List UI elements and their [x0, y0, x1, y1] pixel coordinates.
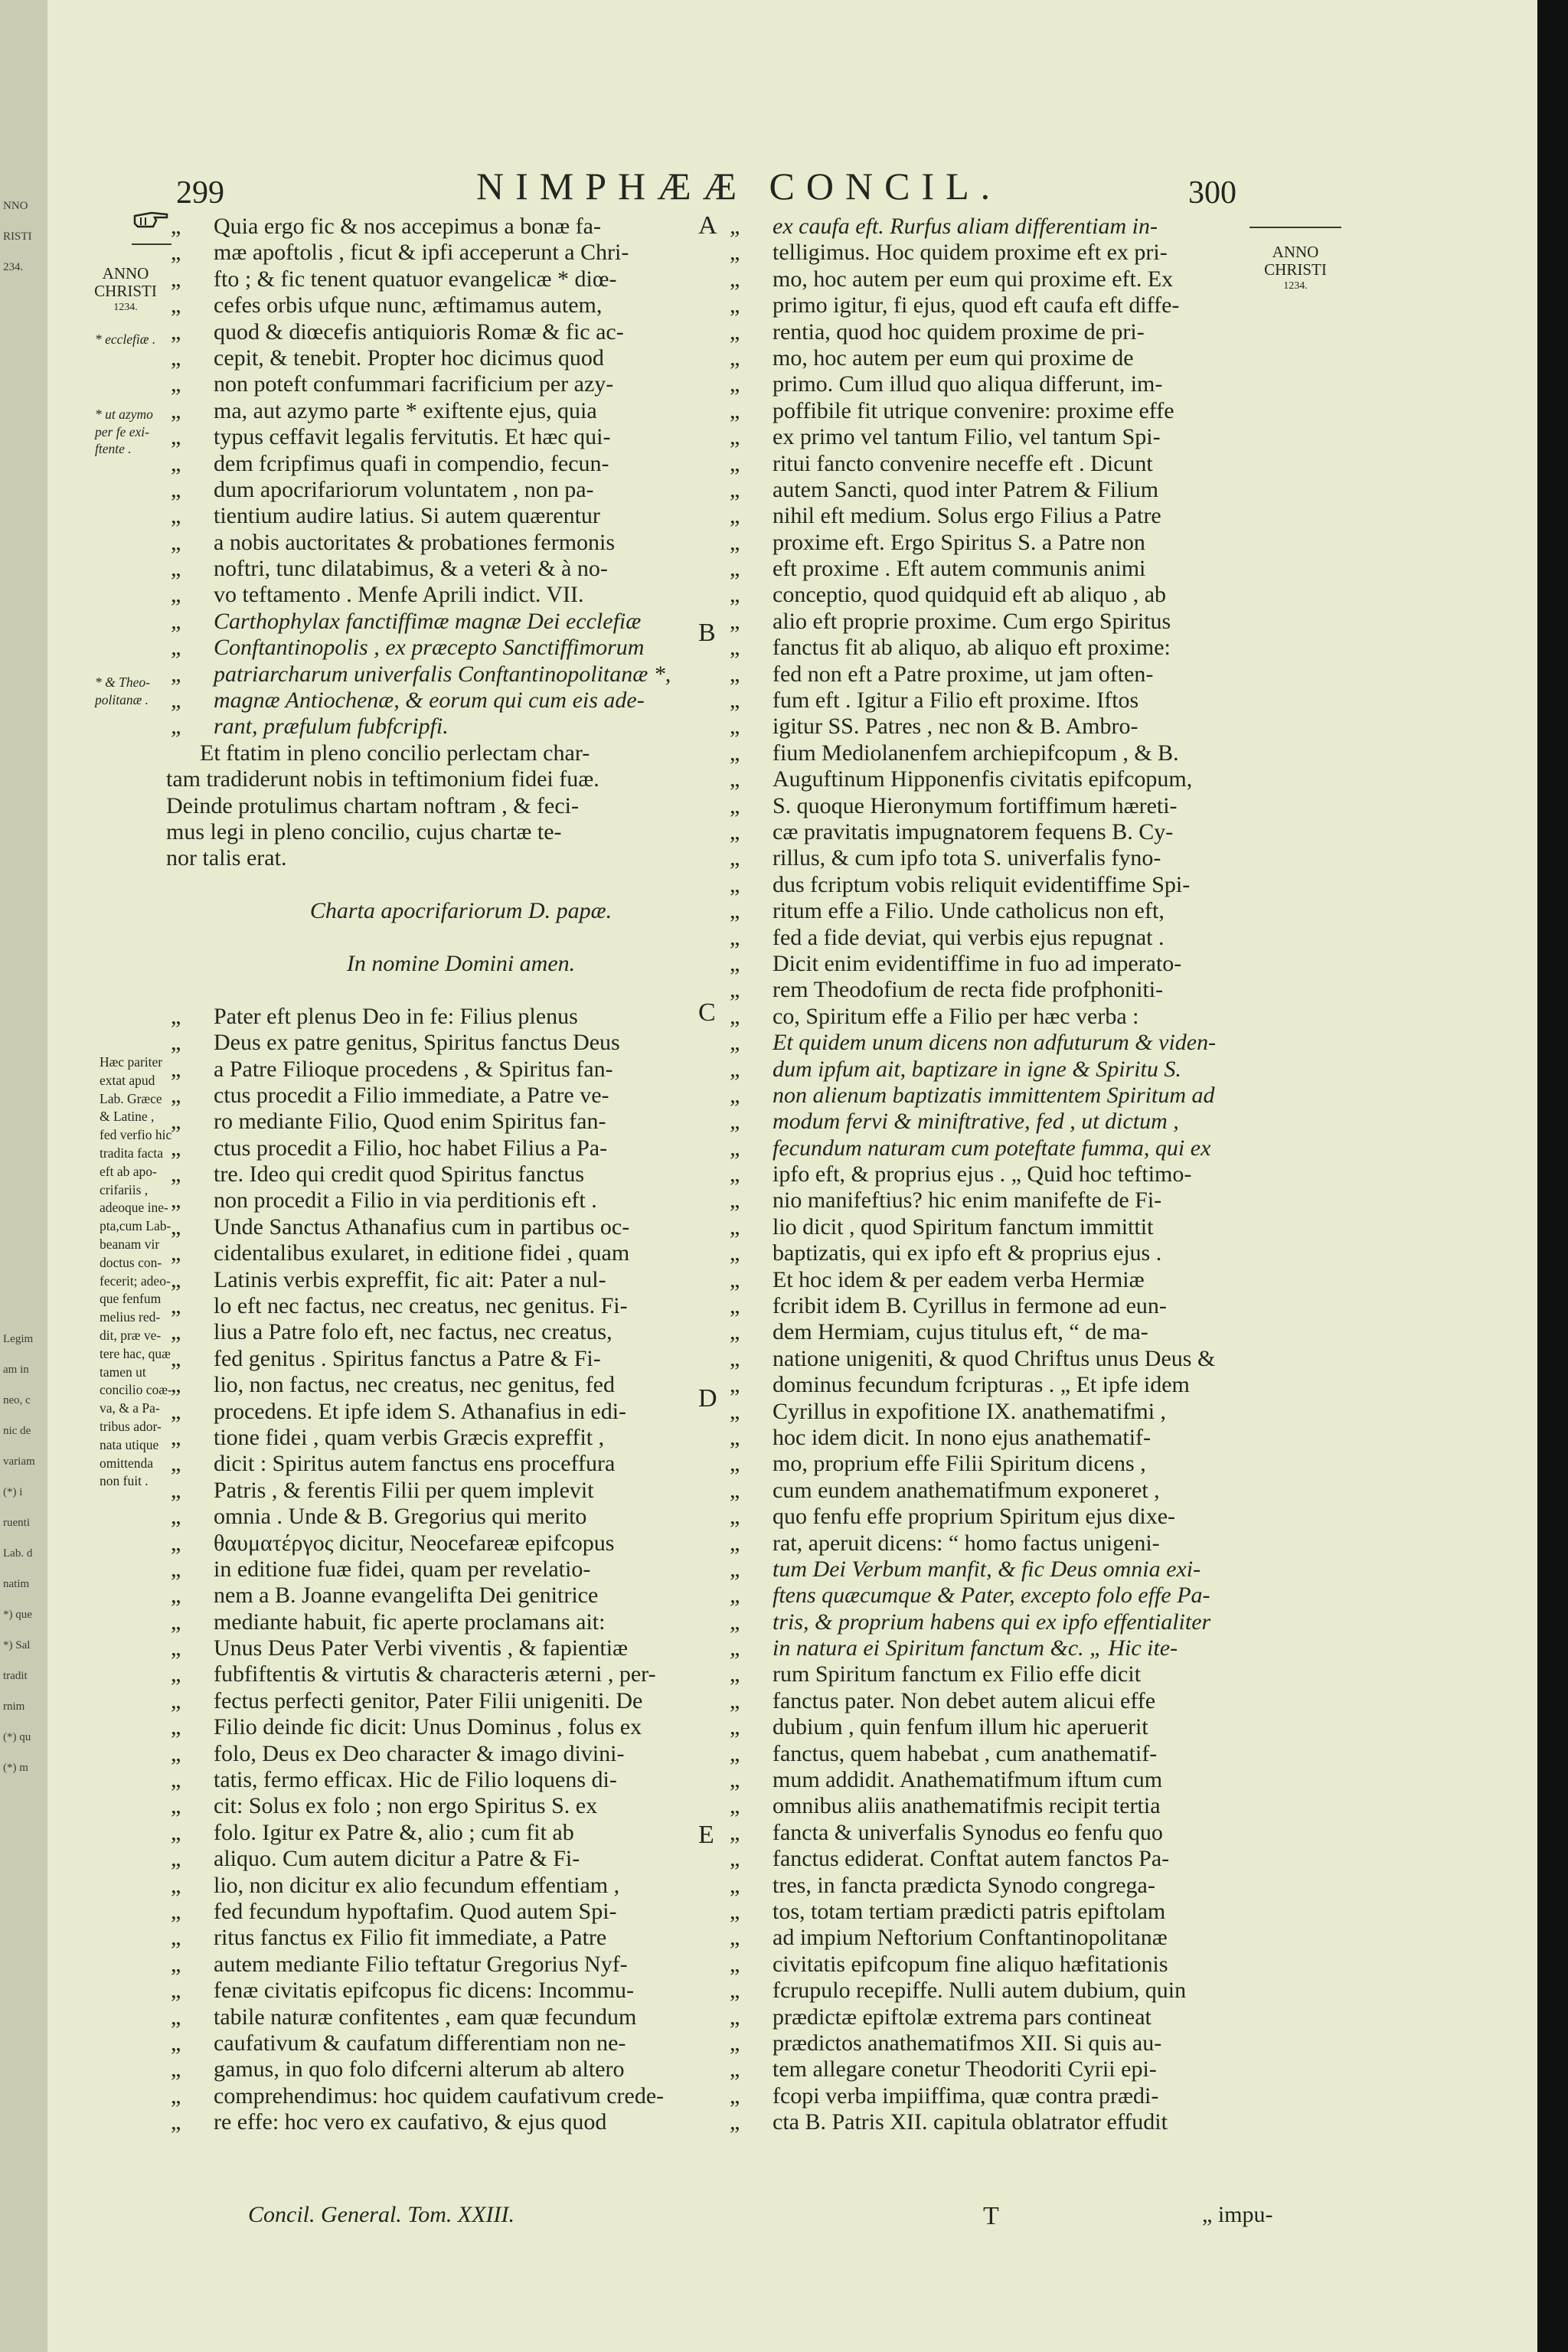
text-line: „ Dicit enim evidentiffime in fuo ad imperato-: [725, 951, 1307, 977]
text-line: „ lio, non dicitur ex alio fecundum effentiam ,: [166, 1873, 756, 1899]
text-line: „ Conftantinopolis , ex præcepto Sanctiffimorum: [166, 635, 756, 661]
text-line: „ tione fidei , quam verbis Græcis expreffit ,: [166, 1425, 756, 1451]
text-line: „ cit: Solus ex folo ; non ergo Spiritus S. ex: [166, 1793, 756, 1819]
text-line: „ procedens. Et ipfe idem S. Athanafius in edi-: [166, 1399, 756, 1425]
text-line: „ mediante habuit, fic aperte proclamans ait:: [166, 1609, 756, 1635]
text-line: „ ex caufa eft. Rurfus aliam differentiam in-: [725, 214, 1307, 240]
text-line: „ fanctus ediderat. Conftat autem fanctos Pa-: [725, 1846, 1307, 1872]
text-line: „ dominus fecundum fcripturas . „ Et ipfe idem: [725, 1372, 1307, 1398]
margin-line: tribus ador-: [100, 1418, 162, 1434]
margin-line: que fenfum: [100, 1291, 162, 1307]
margin-line: beanam vir: [100, 1236, 160, 1252]
margin-line: eft ab apo-: [100, 1163, 157, 1179]
margin-line: tere hac, quæ: [100, 1345, 171, 1361]
text-line: „ Cyrillus in expofitione IX. anathematifmi ,: [725, 1399, 1307, 1425]
text-line: „ a nobis auctoritates & probationes fermonis: [166, 530, 756, 556]
text-line: „ mæ apoftolis , ficut & ipfi acceperunt a Chri-: [166, 240, 756, 266]
text-line: „ primo igitur, fi ejus, quod eft caufa eft diffe-: [725, 292, 1307, 318]
margin-line: omittenda: [100, 1455, 153, 1471]
adjacent-page-strip: [0, 0, 47, 2352]
text-line: „ ftens quæcumque & Pater, excepto folo effe Pa-: [725, 1583, 1307, 1609]
section-marker-a: A: [698, 211, 717, 240]
text-line: „ fum eft . Igitur a Filio eft proxime. Iftos: [725, 688, 1307, 714]
margin-line: & Latine ,: [100, 1109, 155, 1125]
text-line: „ noftri, tunc dilatabimus, & a veteri & à no-: [166, 556, 756, 582]
text-line: „ θαυματέργος dicitur, Neocefareæ epifcopus: [166, 1530, 756, 1557]
margin-line: CHRISTI: [1264, 260, 1327, 279]
text-line: „ Quia ergo fic & nos accepimus a bonæ fa-: [166, 214, 756, 240]
text-line: „ Et quidem unum dicens non adfuturum & viden-: [725, 1030, 1307, 1056]
text-line: „ fancta & univerfalis Synodus eo fenfu quo: [725, 1820, 1307, 1846]
text-line: Charta apocrifariorum D. papæ.: [309, 898, 612, 924]
text-line: „ non procedit a Filio in via perditionis eft .: [166, 1187, 756, 1214]
text-line: „ cum eundem anathematifmum exponeret ,: [725, 1478, 1307, 1504]
text-line: „ dum apocrifariorum voluntatem , non pa-: [166, 477, 756, 503]
text-line: „ quo fenfu effe proprium Spiritum ejus dixe-: [725, 1504, 1307, 1530]
margin-note-haec-pariter: [100, 1054, 172, 1491]
adjacent-page-fragment: *) que: [3, 1609, 32, 1621]
text-line: „ a Patre Filioque procedens , & Spiritus fan-: [166, 1057, 756, 1083]
text-line: „ ma, aut azymo parte * exiftente ejus, quia: [166, 398, 756, 424]
text-line: „ mum addidit. Anathematifmum iftum cum: [725, 1767, 1307, 1793]
text-line: „ fenæ civitatis epifcopus fic dicens: Incommu-: [166, 1978, 756, 2004]
text-line: „ tre. Ideo qui credit quod Spiritus fanctus: [166, 1161, 756, 1187]
text-line: „ vo teftamento . Menfe Aprili indict. VII.: [166, 582, 756, 608]
text-line: [166, 925, 756, 951]
text-line: [166, 872, 756, 898]
text-line: „ hoc idem dicit. In nono ejus anathematif-: [725, 1425, 1307, 1451]
text-line: „ nem a B. Joanne evangelifta Dei genitrice: [166, 1583, 756, 1609]
text-line: „ S. quoque Hieronymum fortiffimum hæreti-: [725, 793, 1307, 819]
adjacent-page-fragment: RISTI: [3, 230, 32, 243]
margin-line: extat apud: [100, 1072, 155, 1088]
text-line: „ gamus, in quo folo difcerni alterum ab altero: [166, 2056, 756, 2082]
section-marker-d: D: [698, 1384, 717, 1413]
text-line: „ patriarcharum univerfalis Conftantinopolitanæ *,: [166, 662, 756, 688]
text-line: „ in natura ei Spiritum fanctum &c. „ Hic ite-: [725, 1635, 1307, 1661]
text-line: „ ritum effe a Filio. Unde catholicus non eft,: [725, 898, 1307, 924]
text-line: „ fed fecundum hypoftafim. Quod autem Spi-: [166, 1899, 756, 1925]
text-line: „ omnia . Unde & B. Gregorius qui merito: [166, 1504, 756, 1530]
text-line: „ ad impium Neftorium Conftantinopolitanæ: [725, 1925, 1307, 1951]
text-line: „ fectus perfecti genitor, Pater Filii unigeniti. De: [166, 1688, 756, 1714]
text-line: „ folo, Deus ex Deo character & imago divini-: [166, 1741, 756, 1767]
text-line: „ fcopi verba impiiffima, quæ contra prædi-: [725, 2083, 1307, 2109]
text-line: „ Unde Sanctus Athanafius cum in partibus oc-: [166, 1214, 756, 1240]
text-line: „ rem Theodofium de recta fide profphoniti-: [725, 977, 1307, 1003]
text-line: „ dem Hermiam, cujus titulus eft, “ de ma-: [725, 1319, 1307, 1345]
margin-line: ftente .: [95, 441, 132, 456]
text-line: „ telligimus. Hoc quidem proxime eft ex pri-: [725, 240, 1307, 266]
text-line: „ tem allegare conetur Theodoriti Cyrii epi-: [725, 2056, 1307, 2082]
margin-line: 1234.: [113, 302, 138, 313]
text-line: „ ctus procedit a Filio, hoc habet Filius a Pa-: [166, 1135, 756, 1161]
text-line: „ baptizatis, qui ex ipfo eft & proprius ejus .: [725, 1240, 1307, 1266]
text-line: „ Pater eft plenus Deo in fe: Filius plenus: [166, 1004, 756, 1030]
text-line: „ igitur SS. Patres , nec non & B. Ambro-: [725, 714, 1307, 740]
text-line: „ mo, hoc autem per eum qui proxime de: [725, 345, 1307, 371]
text-line: „ alio eft proprie proxime. Cum ergo Spiritus: [725, 609, 1307, 635]
text-line: „ rillus, & cum ipfo tota S. univerfalis fyno-: [725, 845, 1307, 871]
text-line: „ non poteft confummari facrificium per azy-: [166, 371, 756, 397]
text-line: „ tabile naturæ confitentes , eam quæ fecundum: [166, 2004, 756, 2030]
footer-signature-letter: T: [983, 2202, 999, 2230]
text-line: „ fanctus pater. Non debet autem alicui effe: [725, 1688, 1307, 1714]
margin-line: crifariis ,: [100, 1181, 149, 1197]
margin-line: nata utique: [100, 1436, 159, 1452]
text-line: „ lio dicit , quod Spiritum fanctum immittit: [725, 1214, 1307, 1240]
text-line: „ Latinis verbis expreffit, fic ait: Pater a nul-: [166, 1267, 756, 1293]
text-line: „ caufativum & caufatum differentiam non ne-: [166, 2030, 756, 2056]
text-line: „ rat, aperuit dicens: “ homo factus unigeni-: [725, 1530, 1307, 1557]
adjacent-page-fragment: NNO: [3, 200, 28, 212]
margin-line: adeoque ine-: [100, 1200, 168, 1216]
text-line: „ Auguftinum Hipponenfis civitatis epifcopum,: [725, 766, 1307, 792]
margin-line: concilio coæ-: [100, 1382, 172, 1398]
text-line: „ fed a fide deviat, qui verbis ejus repugnat .: [725, 925, 1307, 951]
adjacent-page-fragment: am in: [3, 1364, 29, 1376]
text-line: „ eft proxime . Eft autem communis animi: [725, 556, 1307, 582]
text-line: „ cæ pravitatis impugnatorem fequens B. Cy-: [725, 819, 1307, 845]
margin-line: va, & a Pa-: [100, 1400, 160, 1416]
text-line: „ Filio deinde fic dicit: Unus Dominus , folus ex: [166, 1714, 756, 1740]
text-line: „ dubium , quin fenfum illum hic aperuerit: [725, 1714, 1307, 1740]
text-line: nor talis erat.: [166, 845, 287, 871]
text-line: „ fanctus fit ab aliquo, ab aliquo eft proxime:: [725, 635, 1307, 661]
text-line: „ Patris , & ferentis Filii per quem implevit: [166, 1478, 756, 1504]
text-line: „ quod & diœcefis antiquioris Romæ & fic ac-: [166, 319, 756, 345]
text-line: „ fed non eft a Patre proxime, ut jam often-: [725, 662, 1307, 688]
margin-line: pta,cum Lab-: [100, 1218, 172, 1234]
text-line: „ tres, in fancta prædicta Synodo congrega-: [725, 1873, 1307, 1899]
text-line: „ fcribit idem B. Cyrillus in fermone ad eun-: [725, 1293, 1307, 1319]
text-line: „ Et hoc idem & per eadem verba Hermiæ: [725, 1267, 1307, 1293]
text-line: „ magnæ Antiochenæ, & eorum qui cum eis ade-: [166, 688, 756, 714]
text-line: „ fecundum naturam cum poteftate fumma, qui ex: [725, 1135, 1307, 1161]
text-line: „ modum fervi & miniftrative, fed , ut dictum ,: [725, 1109, 1307, 1135]
text-line: „ nio manifeftius? hic enim manifefte de Fi-: [725, 1187, 1307, 1214]
adjacent-page-fragment: (*) m: [3, 1762, 28, 1774]
margin-line: dit, præ ve-: [100, 1327, 162, 1343]
text-line: „ fto ; & fic tenent quatuor evangelicæ * diœ-: [166, 266, 756, 292]
text-line: „ fium Mediolanenfem archiepifcopum , & B.: [725, 740, 1307, 766]
margin-line: ANNO: [102, 264, 149, 283]
text-line: „ tum Dei Verbum manfit, & fic Deus omnia exi-: [725, 1557, 1307, 1583]
text-line: „ tatis, fermo efficax. Hic de Filio loquens di-: [166, 1767, 756, 1793]
text-line: Et ftatim in pleno concilio perlectam char-: [200, 740, 590, 766]
left-margin-anno-christi: [87, 265, 164, 317]
margin-line: politanæ .: [95, 691, 149, 707]
text-line: „ ipfo eft, & proprius ejus . „ Quid hoc teftimo-: [725, 1161, 1307, 1187]
text-line: „ Unus Deus Pater Verbi viventis , & fapientiæ: [166, 1635, 756, 1661]
text-line: „ autem Sancti, quod inter Patrem & Filium: [725, 477, 1307, 503]
text-line: „ re effe: hoc vero ex caufativo, & ejus quod: [166, 2109, 756, 2135]
text-line: „ fed genitus . Spiritus fanctus a Patre & Fi-: [166, 1346, 756, 1372]
text-line: „ dus fcriptum vobis reliquit evidentiffime Spi-: [725, 872, 1307, 898]
text-line: Deinde protulimus chartam noftram , & feci-: [166, 792, 579, 818]
text-line: „ Deus ex patre genitus, Spiritus fanctus Deus: [166, 1030, 756, 1056]
margin-line: Hæc pariter: [100, 1054, 163, 1070]
right-page-number: 300: [1188, 175, 1236, 211]
adjacent-page-fragment: (*) i: [3, 1486, 23, 1498]
text-line: „ prædictæ epiftolæ extrema pars contineat: [725, 2004, 1307, 2030]
text-line: „ lio, non factus, nec creatus, nec genitus, fed: [166, 1372, 756, 1398]
page-edge-shadow: [1537, 0, 1568, 2352]
text-line: „ folo. Igitur ex Patre &, alio ; cum fit ab: [166, 1820, 756, 1846]
text-line: In nomine Domini amen.: [346, 950, 576, 976]
text-line: „ tientium audire latius. Si autem quærentur: [166, 503, 756, 529]
text-line: „ tris, & proprium habens qui ex ipfo effentialiter: [725, 1609, 1307, 1635]
text-line: „ dum ipfum ait, baptizare in igne & Spiritu S.: [725, 1057, 1307, 1083]
pointing-hand-icon: [133, 208, 168, 231]
margin-line: ANNO: [1272, 243, 1319, 261]
adjacent-page-fragment: tradit: [3, 1670, 28, 1682]
text-line: „ primo. Cum illud quo aliqua differunt, im-: [725, 371, 1307, 397]
text-line: „ rant, præfulum fubfcripfi.: [166, 714, 756, 740]
text-line: „ civitatis epifcopum fine aliquo hæfitationis: [725, 1952, 1307, 1978]
text-line: „ lo eft nec factus, nec creatus, nec genitus. Fi-: [166, 1293, 756, 1319]
adjacent-page-fragment: nic de: [3, 1425, 31, 1437]
text-line: „ proxime eft. Ergo Spiritus S. a Patre non: [725, 530, 1307, 556]
margin-line: Lab. Græce: [100, 1090, 162, 1106]
catchword: „ impu-: [1202, 2202, 1273, 2227]
text-line: „ dicit : Spiritus autem fanctus ens proceffura: [166, 1451, 756, 1477]
margin-line: CHRISTI: [94, 281, 157, 300]
left-page-number: 299: [176, 175, 224, 211]
text-line: „ aliquo. Cum autem dicitur a Patre & Fi-: [166, 1846, 756, 1872]
text-line: „ prædictos anathematifmos XII. Si quis au-: [725, 2030, 1307, 2056]
adjacent-page-fragment: 234.: [3, 261, 24, 273]
text-line: „ poffibile fit utrique convenire: proxime effe: [725, 398, 1307, 424]
adjacent-page-fragment: neo, c: [3, 1394, 31, 1406]
margin-line: * & Theo-: [95, 675, 150, 690]
adjacent-page-fragment: rnim: [3, 1700, 25, 1713]
text-line: „ rentia, quod hoc quidem proxime de pri-: [725, 319, 1307, 345]
text-line: „ comprehendimus: hoc quidem caufativum crede-: [166, 2083, 756, 2109]
text-line: „ autem mediante Filio teftatur Gregorius Nyf-: [166, 1952, 756, 1978]
text-line: „ ritus fanctus ex Filio fit immediate, a Patre: [166, 1925, 756, 1951]
margin-line: non fuit .: [100, 1473, 149, 1489]
margin-note-ecclesiae: * ecclefiæ .: [95, 332, 156, 347]
text-line: „ fubfiftentis & virtutis & characteris æterni , per-: [166, 1661, 756, 1687]
text-line: „ conceptio, quod quidquid eft ab aliquo , ab: [725, 582, 1307, 608]
text-line: „ co, Spiritum effe a Filio per hæc verba :: [725, 1004, 1307, 1030]
text-line: „ nihil eft medium. Solus ergo Filius a Patre: [725, 503, 1307, 529]
adjacent-page-fragment: (*) qu: [3, 1731, 31, 1743]
section-marker-c: C: [698, 998, 716, 1027]
text-line: „ cepit, & tenebit. Propter hoc dicimus quod: [166, 345, 756, 371]
book-page: [47, 0, 1537, 2352]
text-line: „ mo, proprium effe Filii Spiritum dicens ,: [725, 1451, 1307, 1477]
text-line: „ Carthophylax fanctiffimæ magnæ Dei ecclefiæ: [166, 609, 756, 635]
text-line: „ typus ceffavit legalis fervitutis. Et hæc qui-: [166, 424, 756, 450]
adjacent-page-fragment: variam: [3, 1455, 35, 1468]
adjacent-page-fragment: Legim: [3, 1333, 34, 1345]
text-line: „ cefes orbis ufque nunc, æftimamus autem,: [166, 292, 756, 318]
text-line: „ fcrupulo recepiffe. Nulli autem dubium, quin: [725, 1978, 1307, 2004]
text-line: „ cta B. Patris XII. capitula oblatrator effudit: [725, 2109, 1307, 2135]
margin-line: per fe exi-: [95, 423, 149, 439]
section-marker-b: B: [698, 619, 716, 647]
text-line: „ ro mediante Filio, Quod enim Spiritus fan-: [166, 1109, 756, 1135]
margin-line: melius red-: [100, 1309, 161, 1325]
margin-note-azymo: [95, 406, 153, 458]
text-line: mus legi in pleno concilio, cujus chartæ te-: [166, 818, 562, 844]
text-line: „ lius a Patre folo eft, nec factus, nec creatus,: [166, 1319, 756, 1345]
margin-line: fecerit; adeo-: [100, 1272, 171, 1289]
margin-note-theopolitanae: [95, 674, 150, 708]
text-line: „ ctus procedit a Filio immediate, a Patre ve-: [166, 1083, 756, 1109]
text-line: „ in editione fuæ fidei, quam per revelatio-: [166, 1557, 756, 1583]
footer-volume: Concil. General. Tom. XXIII.: [248, 2202, 515, 2227]
text-line: tam tradiderunt nobis in teftimonium fidei fuæ.: [166, 766, 599, 792]
text-line: [166, 977, 756, 1003]
section-marker-e: E: [698, 1821, 714, 1849]
adjacent-page-fragment: *) Sal: [3, 1639, 31, 1651]
text-line: „ dem fcripfimus quafi in compendio, fecun-: [166, 451, 756, 477]
text-line: „ non alienum baptizatis immittentem Spiritum ad: [725, 1083, 1307, 1109]
right-text-column: [725, 214, 1307, 2136]
margin-line: tradita facta: [100, 1145, 164, 1161]
text-line: „ cidentalibus exularet, in editione fidei , quam: [166, 1240, 756, 1266]
margin-line: fed verfio hic: [100, 1127, 172, 1143]
running-title: NIMPHÆÆ CONCIL.: [476, 165, 1002, 207]
left-text-column: [166, 214, 756, 2136]
text-line: „ omnibus aliis anathematifmis recipit tertia: [725, 1793, 1307, 1819]
text-line: „ rum Spiritum fanctum ex Filio effe dicit: [725, 1661, 1307, 1687]
margin-line: doctus con-: [100, 1254, 162, 1270]
adjacent-page-fragment: ruenti: [3, 1517, 30, 1529]
margin-line: tamen ut: [100, 1364, 146, 1380]
adjacent-page-fragment: Lab. d: [3, 1547, 33, 1560]
text-line: „ fanctus, quem habebat , cum anathematif-: [725, 1741, 1307, 1767]
text-line: „ natione unigeniti, & quod Chriftus unus Deus &: [725, 1346, 1307, 1372]
text-line: „ ex primo vel tantum Filio, vel tantum Spi-: [725, 424, 1307, 450]
text-line: „ ritui fancto convenire neceffe eft . Dicunt: [725, 451, 1307, 477]
signature-mark: [248, 2202, 999, 2231]
adjacent-page-fragment: natim: [3, 1578, 30, 1590]
margin-line: 1234.: [1283, 280, 1308, 292]
text-line: „ tos, totam tertiam prædicti patris epiftolam: [725, 1899, 1307, 1925]
margin-line: * ut azymo: [95, 407, 153, 422]
text-line: „ mo, hoc autem per eum qui proxime eft. Ex: [725, 266, 1307, 292]
